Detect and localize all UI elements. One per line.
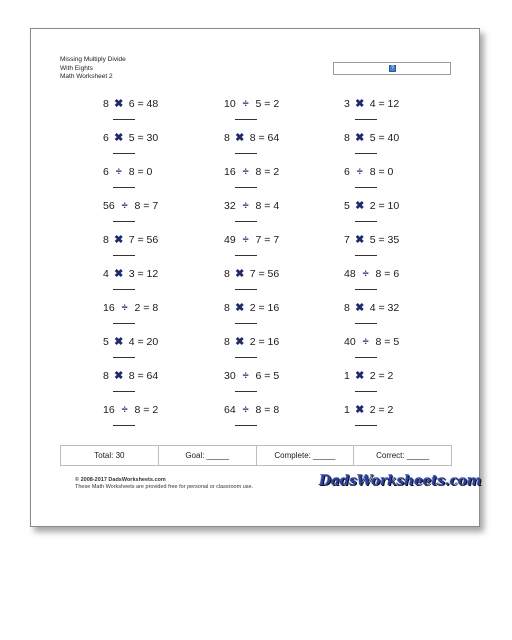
multiply-icon: ✖ [114, 336, 124, 348]
problem-right-side: 5 = 40 [369, 132, 400, 144]
problem-right-side: 2 = 10 [369, 200, 400, 212]
problem-left-operand: 8 [224, 268, 230, 280]
usage-line: These Math Worksheets are provided free for personal or classroom use. [75, 484, 254, 490]
problem-left-operand: 16 [103, 302, 115, 314]
answer-blank[interactable] [113, 255, 135, 256]
correct-label: Correct: _____ [376, 451, 430, 460]
problem-right-side: 7 = 56 [249, 268, 280, 280]
problem-left-operand: 6 [344, 166, 350, 178]
problem-equation [224, 131, 279, 145]
problem-right-side: 8 = 0 [128, 166, 153, 178]
problem-equation [224, 267, 279, 281]
divide-icon: ÷ [356, 166, 363, 178]
worksheet-header [60, 56, 126, 82]
answer-blank[interactable] [113, 221, 135, 222]
multiply-icon: ✖ [235, 302, 245, 314]
answer-blank[interactable] [113, 187, 135, 188]
problem-right-side: 5 = 2 [255, 98, 280, 110]
multiply-icon: ✖ [355, 404, 365, 416]
problem-left-operand: 56 [103, 200, 115, 212]
problem-equation [344, 165, 393, 179]
problem-item [103, 403, 203, 437]
problem-right-side: 8 = 2 [134, 404, 159, 416]
problem-item [344, 131, 444, 165]
problem-item [344, 301, 444, 335]
divide-icon: ÷ [362, 268, 369, 280]
problem-right-side: 4 = 20 [128, 336, 159, 348]
answer-blank[interactable] [235, 357, 257, 358]
problem-left-operand: 3 [344, 98, 350, 110]
answer-blank[interactable] [235, 289, 257, 290]
divide-icon: ÷ [362, 336, 369, 348]
problem-equation [103, 369, 158, 383]
answer-blank[interactable] [113, 357, 135, 358]
problem-left-operand: 6 [103, 132, 109, 144]
answer-blank[interactable] [113, 391, 135, 392]
problem-left-operand: 8 [103, 98, 109, 110]
problem-left-operand: 1 [344, 370, 350, 382]
problem-right-side: 4 = 32 [369, 302, 400, 314]
problem-right-side: 8 = 7 [134, 200, 159, 212]
divide-icon: ÷ [242, 234, 249, 246]
problem-item [344, 335, 444, 369]
problem-right-side: 2 = 8 [134, 302, 159, 314]
problem-right-side: 2 = 16 [249, 336, 280, 348]
multiply-icon: ✖ [355, 370, 365, 382]
complete-label: Complete: _____ [257, 446, 355, 465]
problem-right-side: 8 = 6 [375, 268, 400, 280]
answer-blank[interactable] [235, 153, 257, 154]
multiply-icon: ✖ [355, 200, 365, 212]
problem-right-side: 4 = 12 [369, 98, 400, 110]
answer-blank[interactable] [355, 425, 377, 426]
problem-equation [103, 233, 158, 247]
answer-blank[interactable] [235, 391, 257, 392]
problem-right-side: 5 = 35 [369, 234, 400, 246]
multiply-icon: ✖ [114, 268, 124, 280]
problem-equation [344, 301, 399, 315]
problem-item [103, 233, 203, 267]
answer-blank[interactable] [355, 187, 377, 188]
problem-right-side: 6 = 48 [128, 98, 159, 110]
divide-icon: ÷ [242, 166, 249, 178]
divide-icon: ÷ [121, 200, 128, 212]
answer-blank[interactable] [235, 187, 257, 188]
answer-blank[interactable] [355, 357, 377, 358]
problem-equation [344, 267, 399, 281]
problem-right-side: 8 = 2 [255, 166, 280, 178]
problem-right-side: 8 = 5 [375, 336, 400, 348]
goal-label: Goal: _____ [159, 446, 257, 465]
multiply-icon: ✖ [114, 370, 124, 382]
problem-item [224, 369, 324, 403]
header-subtitle: With Eights [60, 64, 93, 72]
multiply-icon: ✖ [114, 234, 124, 246]
answer-blank[interactable] [235, 255, 257, 256]
problem-equation [103, 199, 158, 213]
problem-left-operand: 8 [103, 370, 109, 382]
problem-right-side: 8 = 4 [255, 200, 280, 212]
problem-left-operand: 8 [344, 132, 350, 144]
problem-left-operand: 7 [344, 234, 350, 246]
multiply-icon: ✖ [235, 336, 245, 348]
multiply-icon: ✖ [355, 302, 365, 314]
answer-blank[interactable] [113, 289, 135, 290]
problem-equation [224, 199, 279, 213]
problem-item [224, 199, 324, 233]
problem-left-operand: 8 [224, 132, 230, 144]
problem-item [224, 165, 324, 199]
multiply-icon: ✖ [235, 132, 245, 144]
multiply-icon: ✖ [235, 268, 245, 280]
problem-item [344, 165, 444, 199]
problem-left-operand: 8 [344, 302, 350, 314]
problem-item [103, 335, 203, 369]
problem-left-operand: 40 [344, 336, 356, 348]
problem-equation [224, 233, 279, 247]
problem-left-operand: 8 [103, 234, 109, 246]
divide-icon: ÷ [242, 200, 249, 212]
answer-blank[interactable] [235, 119, 257, 120]
problem-left-operand: 8 [224, 336, 230, 348]
problem-right-side: 5 = 30 [128, 132, 159, 144]
problem-equation [344, 131, 399, 145]
problem-equation [344, 369, 393, 383]
problem-left-operand: 5 [103, 336, 109, 348]
problem-left-operand: 48 [344, 268, 356, 280]
problem-item [344, 267, 444, 301]
problem-item [344, 233, 444, 267]
answer-blank[interactable] [113, 425, 135, 426]
total-label: Total: 30 [61, 446, 159, 465]
problem-equation [344, 335, 399, 349]
problem-item [103, 301, 203, 335]
answer-blank[interactable] [235, 425, 257, 426]
divide-icon: ÷ [121, 404, 128, 416]
problem-right-side: 8 = 0 [369, 166, 394, 178]
answer-blank[interactable] [355, 221, 377, 222]
problem-left-operand: 10 [224, 98, 236, 110]
multiply-icon: ✖ [355, 234, 365, 246]
problem-right-side: 2 = 16 [249, 302, 280, 314]
problem-item [344, 369, 444, 403]
problem-right-side: 6 = 5 [255, 370, 280, 382]
problem-right-side: 8 = 64 [128, 370, 159, 382]
name-box[interactable] [333, 62, 451, 75]
problem-right-side: 8 = 64 [249, 132, 280, 144]
problem-item [224, 403, 324, 437]
multiply-icon: ✖ [114, 98, 124, 110]
problem-right-side: 3 = 12 [128, 268, 159, 280]
copyright-notice [75, 477, 253, 491]
problem-right-side: 7 = 7 [255, 234, 280, 246]
problem-left-operand: 5 [344, 200, 350, 212]
multiply-icon: ✖ [114, 132, 124, 144]
problem-left-operand: 32 [224, 200, 236, 212]
problem-left-operand: 64 [224, 404, 236, 416]
answer-blank[interactable] [355, 153, 377, 154]
problem-item [224, 301, 324, 335]
problem-item [224, 131, 324, 165]
problem-equation [103, 97, 158, 111]
problem-item [344, 403, 444, 437]
answer-blank[interactable] [355, 391, 377, 392]
problem-equation [224, 97, 279, 111]
problem-equation [224, 335, 279, 349]
problem-equation [103, 267, 158, 281]
problem-item [344, 199, 444, 233]
problem-item [344, 97, 444, 131]
problem-right-side: 2 = 2 [369, 404, 394, 416]
problem-equation [224, 165, 279, 179]
problem-item [224, 267, 324, 301]
problem-left-operand: 4 [103, 268, 109, 280]
problem-left-operand: 1 [344, 404, 350, 416]
problem-item [103, 165, 203, 199]
answer-blank[interactable] [355, 323, 377, 324]
problem-equation [224, 301, 279, 315]
answer-blank[interactable] [113, 153, 135, 154]
problem-item [103, 267, 203, 301]
problem-item [103, 97, 203, 131]
problem-equation [103, 165, 152, 179]
copyright-line: © 2008-2017 DadsWorksheets.com [75, 477, 166, 483]
problem-item [103, 369, 203, 403]
problem-left-operand: 16 [224, 166, 236, 178]
problem-left-operand: 16 [103, 404, 115, 416]
answer-blank[interactable] [355, 255, 377, 256]
score-box [60, 445, 452, 466]
problem-item [224, 335, 324, 369]
problem-equation [103, 335, 158, 349]
problem-left-operand: 8 [224, 302, 230, 314]
problem-equation [344, 199, 399, 213]
divide-icon: ÷ [121, 302, 128, 314]
divide-icon: ÷ [115, 166, 122, 178]
qr-code-icon[interactable]: ? [389, 65, 396, 72]
problem-equation [103, 131, 158, 145]
problem-equation [344, 403, 393, 417]
divide-icon: ÷ [242, 98, 249, 110]
problem-left-operand: 49 [224, 234, 236, 246]
worksheet-page [30, 28, 480, 527]
answer-blank[interactable] [355, 289, 377, 290]
problem-item [224, 233, 324, 267]
problem-equation [344, 97, 399, 111]
problem-equation [103, 301, 158, 315]
problem-item [103, 199, 203, 233]
dadsworksheets-logo[interactable]: DadsWorksheets.com [319, 473, 482, 489]
problem-right-side: 8 = 8 [255, 404, 280, 416]
header-title: Missing Multiply Divide [60, 56, 126, 63]
problem-left-operand: 6 [103, 166, 109, 178]
problem-left-operand: 30 [224, 370, 236, 382]
problem-item [103, 131, 203, 165]
problem-equation [224, 403, 279, 417]
problem-item [224, 97, 324, 131]
problem-equation [224, 369, 279, 383]
answer-blank[interactable] [113, 119, 135, 120]
problem-equation [344, 233, 399, 247]
multiply-icon: ✖ [355, 132, 365, 144]
answer-blank[interactable] [235, 221, 257, 222]
multiply-icon: ✖ [355, 98, 365, 110]
problem-right-side: 7 = 56 [128, 234, 159, 246]
header-worksheet-number: Math Worksheet 2 [60, 73, 113, 80]
answer-blank[interactable] [235, 323, 257, 324]
problem-right-side: 2 = 2 [369, 370, 394, 382]
answer-blank[interactable] [113, 323, 135, 324]
answer-blank[interactable] [355, 119, 377, 120]
problem-equation [103, 403, 158, 417]
divide-icon: ÷ [242, 404, 249, 416]
divide-icon: ÷ [242, 370, 249, 382]
